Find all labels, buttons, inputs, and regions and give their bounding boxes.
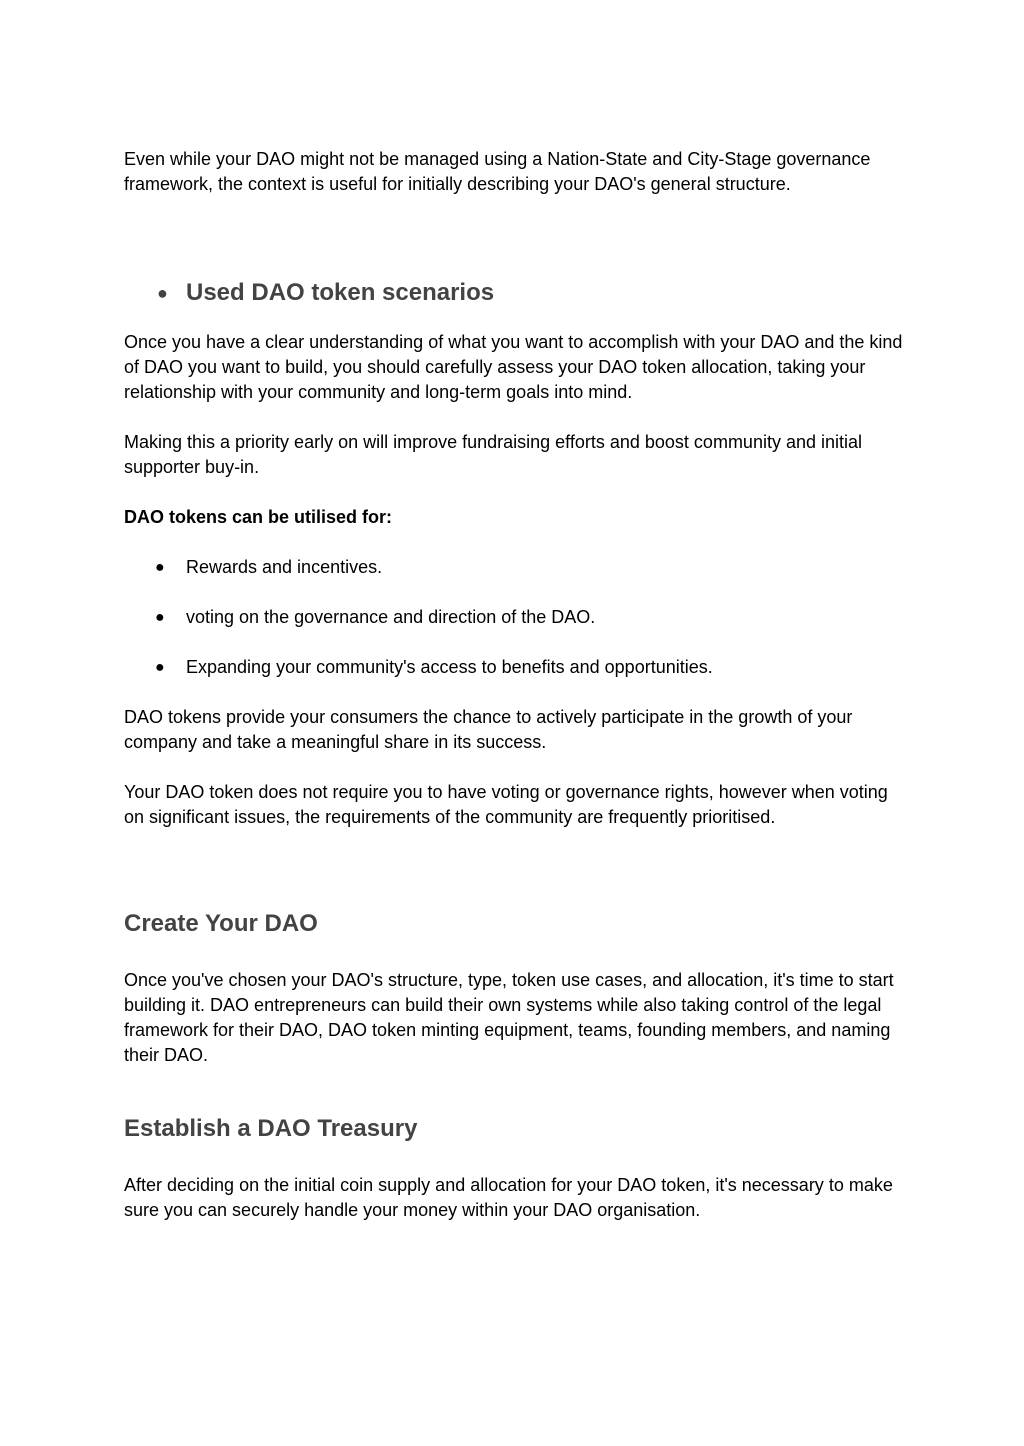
intro-paragraph: Even while your DAO might not be managed using a Nation-State and City-Stage governance framework, the context is useful for initially describing your DAO's general structure. xyxy=(124,149,871,194)
list-item xyxy=(124,605,904,630)
token-uses-list xyxy=(124,555,904,680)
list-item-text: Expanding your community's access to benefits and opportunities. xyxy=(186,657,713,677)
spacer xyxy=(124,580,904,605)
list-item xyxy=(124,555,904,580)
token-section-heading-text: Used DAO token scenarios xyxy=(186,279,495,306)
spacer xyxy=(124,530,904,555)
spacer xyxy=(124,940,904,968)
bullet-icon: ● xyxy=(155,559,165,576)
list-item-text: voting on the governance and direction of the DAO. xyxy=(186,607,596,627)
document-content xyxy=(124,147,904,1223)
token-section-heading xyxy=(124,277,904,309)
spacer xyxy=(124,630,904,655)
spacer xyxy=(124,309,904,330)
token-closing-paragraph: Your DAO token does not require you to have voting or governance rights, however when voting on significant issues, the requirements of the community are frequently prioritised. xyxy=(124,782,888,827)
token-list-label: DAO tokens can be utilised for: xyxy=(124,507,393,527)
bullet-icon: ● xyxy=(157,283,168,303)
bullet-icon: ● xyxy=(155,609,165,626)
create-section-heading: Create Your DAO xyxy=(124,910,318,937)
list-item-text: Rewards and incentives. xyxy=(186,557,383,577)
spacer xyxy=(124,755,904,780)
bullet-icon: ● xyxy=(155,659,165,676)
spacer xyxy=(124,1068,904,1113)
treasury-section-heading: Establish a DAO Treasury xyxy=(124,1115,418,1142)
spacer xyxy=(124,830,904,908)
spacer xyxy=(124,480,904,505)
spacer xyxy=(124,197,904,277)
spacer xyxy=(124,680,904,705)
create-paragraph: Once you've chosen your DAO's structure, type, token use cases, and allocation, it's time to start building it. DAO entrepreneurs can build their own systems while also taking control of the legal framework for their DAO, DAO token minting equipment, teams, founding members, and naming their DAO. xyxy=(124,970,894,1065)
treasury-paragraph: After deciding on the initial coin supply and allocation for your DAO token, it's necessary to make sure you can securely handle your money within your DAO organisation. xyxy=(124,1175,893,1220)
token-paragraph: Once you have a clear understanding of what you want to accomplish with your DAO and the kind of DAO you want to build, you should carefully assess your DAO token allocation, taking your relationship with your community and long-term goals into mind. xyxy=(124,332,903,402)
spacer xyxy=(124,405,904,430)
token-closing-paragraph: DAO tokens provide your consumers the chance to actively participate in the growth of your company and take a meaningful share in its success. xyxy=(124,707,853,752)
spacer xyxy=(124,1145,904,1173)
token-paragraph: Making this a priority early on will improve fundraising efforts and boost community and initial supporter buy-in. xyxy=(124,432,863,477)
list-item xyxy=(124,655,904,680)
